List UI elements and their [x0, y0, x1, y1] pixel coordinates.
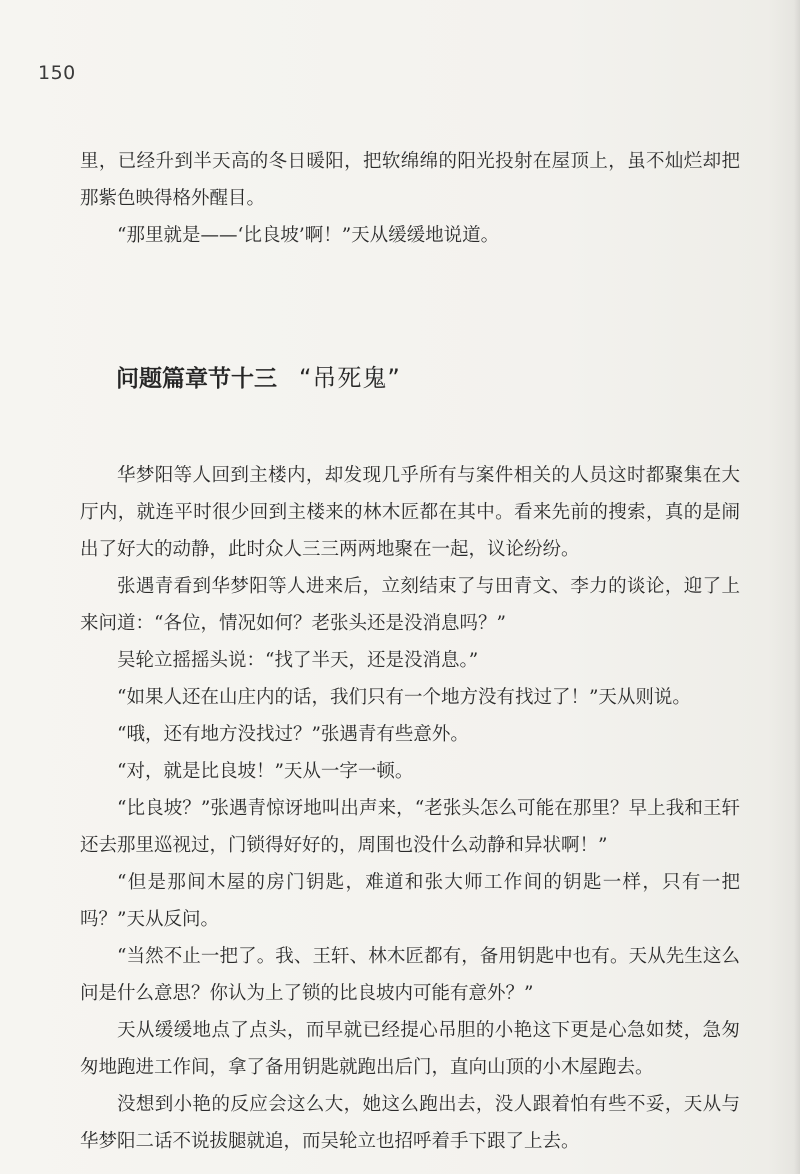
page-number: 150	[38, 62, 76, 84]
text-block-top	[80, 143, 740, 254]
paragraph: “如果人还在山庄内的话，我们只有一个地方没有找过了！”天从则说。	[117, 687, 691, 708]
paragraph: “对，就是比良坡！”天从一字一顿。	[117, 761, 414, 782]
chapter-title: 问题篇章节十三	[116, 366, 277, 392]
paragraph: “哦，还有地方没找过？”张遇青有些意外。	[117, 724, 469, 745]
chapter-subtitle: “吊死鬼”	[299, 364, 401, 392]
paragraph: 里，已经升到半天高的冬日暖阳，把软绵绵的阳光投射在屋顶上，虽不灿烂却把那紫色映得格外醒目。	[80, 151, 740, 209]
paragraph: “比良坡？”张遇青惊讶地叫出声来，“老张头怎么可能在那里？早上我和王轩还去那里巡视过，门锁得好好的，周围也没什么动静和异状啊！”	[80, 798, 740, 856]
page-edge-shadow	[794, 0, 800, 1174]
paragraph: 天从缓缓地点了点头，而早就已经提心吊胆的小艳这下更是心急如焚，急匆匆地跑进工作间，拿了备用钥匙就跑出后门，直向山顶的小木屋跑去。	[80, 1020, 740, 1078]
paragraph: 吴轮立摇摇头说：“找了半天，还是没消息。”	[117, 650, 479, 671]
paragraph: 没想到小艳的反应会这么大，她这么跑出去，没人跟着怕有些不妥，天从与华梦阳二话不说拔腿就追，而吴轮立也招呼着手下跟了上去。	[80, 1094, 740, 1152]
text-block-main	[80, 457, 740, 1160]
paragraph: 张遇青看到华梦阳等人进来后，立刻结束了与田青文、李力的谈论，迎了上来问道：“各位，情况如何？老张头还是没消息吗？”	[80, 576, 740, 634]
paragraph: “但是那间木屋的房门钥匙，难道和张大师工作间的钥匙一样，只有一把吗？”天从反问。	[80, 872, 740, 930]
paragraph: “那里就是——‘比良坡’啊！”天从缓缓地说道。	[117, 225, 500, 246]
paragraph: “当然不止一把了。我、王轩、林木匠都有，备用钥匙中也有。天从先生这么问是什么意思？你认为上了锁的比良坡内可能有意外？”	[80, 946, 740, 1004]
paragraph: 华梦阳等人回到主楼内，却发现几乎所有与案件相关的人员这时都聚集在大厅内，就连平时很少回到主楼来的林木匠都在其中。看来先前的搜索，真的是闹出了好大的动静，此时众人三三两两地聚在一起，议论纷纷。	[80, 465, 740, 560]
chapter-heading	[116, 358, 401, 393]
